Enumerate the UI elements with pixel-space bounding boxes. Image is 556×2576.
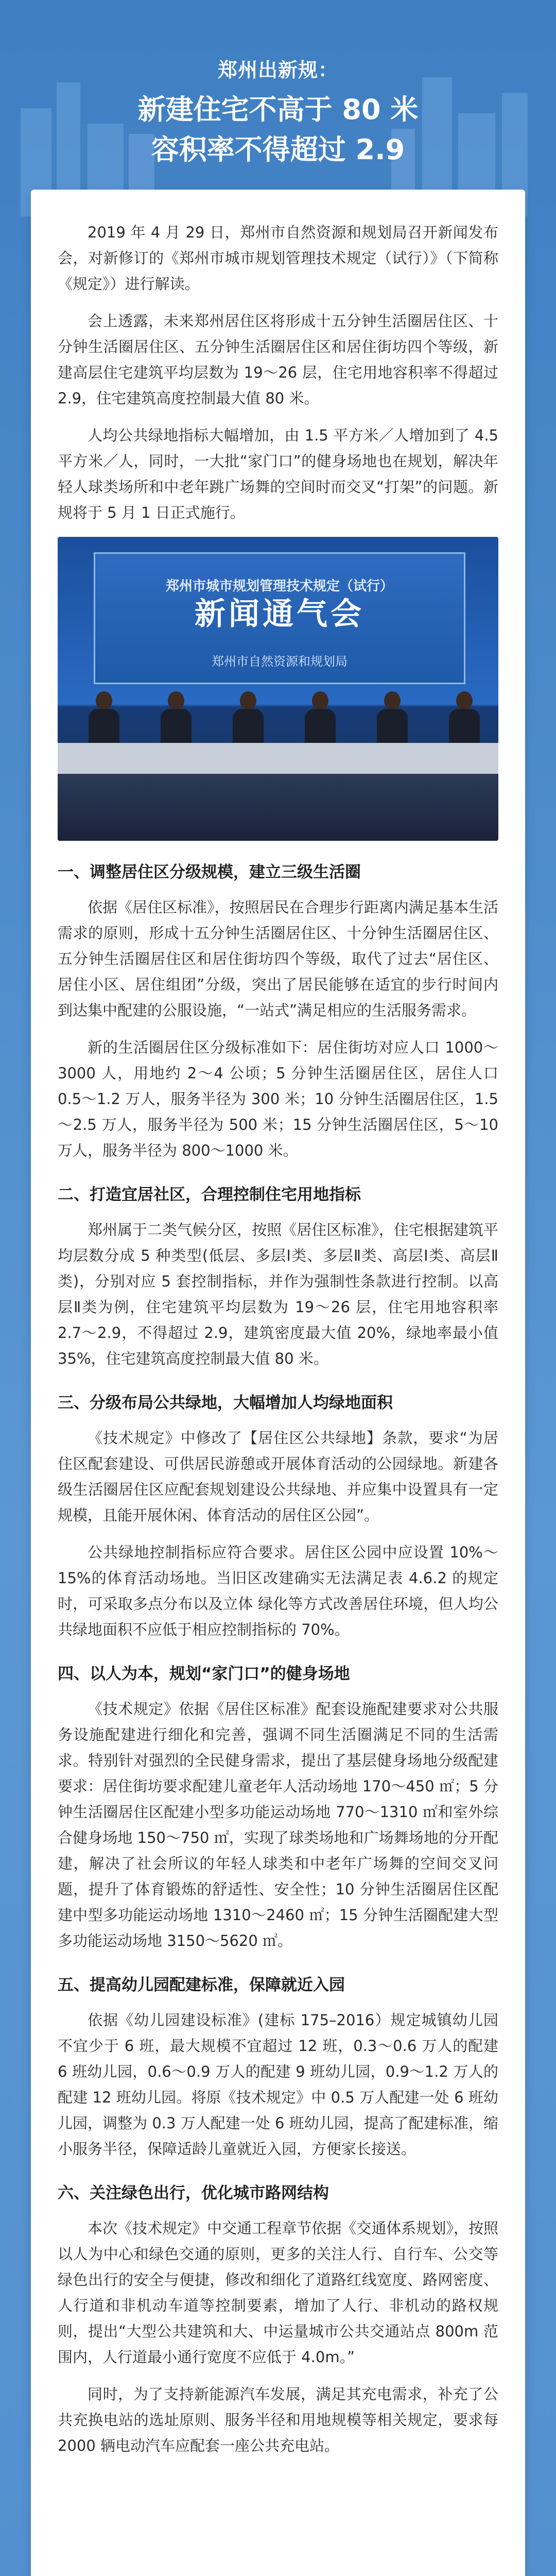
section-5-paragraph-1: 依据《幼儿园建设标准》(建标 175–2016）规定城镇幼儿园不宜少于 6 班，最大规模不宜超过 12 班，0.3～0.6 万人的配建 6 班幼儿园，0.6～0.9 万人的配建 9 班幼儿园，0.9～1.2 万人的配建 12 班幼儿园。将原《技术规定》中 0.5 万人配建一处 6 班幼儿园，调整为 0.3 万人配建一处 6 班幼儿园，提高了配建标准，缩小服务半径，保障适龄儿童就近入园，方便家长接送。	[58, 2011, 498, 2158]
intro-paragraph-3: 人均公共绿地指标大幅增加，由 1.5 平方米／人增加到了 4.5 平方米／人，同时，一大批“家门口”的健身场地也在规划，解决年轻人球类场所和中老年跳广场舞的空间时而交叉“打架”的问题。新规将于 5 月 1 日正式施行。	[58, 427, 498, 521]
header-kicker: 郑州出新规：	[217, 59, 338, 81]
article-content	[31, 190, 525, 2490]
press-conference-photo	[58, 537, 498, 841]
section-3-title: 三、分级布局公共绿地，大幅增加人均绿地面积	[58, 1394, 393, 1412]
speaker-figure	[89, 691, 119, 748]
section-1-paragraph-1: 依据《居住区标准》，按照居民在合理步行距离内满足基本生活需求的原则，形成十五分钟生活圈居住区、十分钟生活圈居住区、五分钟生活圈居住区和居住街坊四个等级，取代了过去“居住区、居住小区、居住组团”分级，突出了居民能够在适宜的步行时间内到达集中配建的公服设施，“一站式”满足相应的生活服务需求。	[58, 899, 498, 1019]
article-card	[31, 190, 525, 2576]
header	[0, 54, 556, 170]
intro-paragraph-2: 会上透露，未来郑州居住区将形成十五分钟生活圈居住区、十分钟生活圈居住区、五分钟生活圈居住区和居住街坊四个等级，新建高层住宅建筑平均层数为 19～26 层，住宅用地容积率不得超过 2.9，住宅建筑高度控制最大值 80 米。	[58, 312, 498, 407]
conference-table	[58, 743, 498, 774]
speaker-figure	[161, 691, 192, 748]
intro-paragraph-1: 2019 年 4 月 29 日，郑州市自然资源和规划局召开新闻发布会，对新修订的《郑州市城市规划管理技术规定（试行）》（下简称《规定》）进行解读。	[58, 224, 498, 293]
section-4-title: 四、以人为本，规划“家门口”的健身场地	[58, 1665, 350, 1683]
header-title-line1: 新建住宅不高于 80 米	[137, 93, 419, 126]
section-4-paragraph-1: 《技术规定》依据《居住区标准》配套设施配建要求对公共服务设施配建进行细化和完善，强调不同生活圈满足不同的生活需求。特别针对强烈的全民健身需求，提出了基层健身场地分级配建要求：居住街坊要求配建儿童老年人活动场地 170～450 ㎡；5 分钟生活圈居住区配建小型多功能运动场地 770～1310 ㎡和室外综合健身场地 150～750 ㎡，实现了球类场地和广场舞场地的分开配建，解决了社会所议的年轻人球类和中老年广场舞的空间交叉问题，提升了体育锻炼的舒适性、安全性；10 分钟生活圈居住区配建中型多功能运动场地 1310～2460 ㎡；15 分钟生活圈配建大型多功能运动场地 3150～5620 ㎡。	[58, 1700, 498, 1950]
speaker-figure	[449, 691, 480, 748]
section-6-paragraph-2: 同时，为了支持新能源汽车发展，满足其充电需求，补充了公共充换电站的选址原则、服务半径和用地规模等相关规定，要求每 2000 辆电动汽车应配套一座公共充电站。	[58, 2385, 498, 2454]
section-5-title: 五、提高幼儿园配建标准，保障就近入园	[58, 1976, 345, 1994]
speakers-row	[78, 691, 478, 748]
section-3-paragraph-2: 公共绿地控制指标应符合要求。居住区公园中应设置 10%～15%的体育活动场地。当旧区改建确实无法满足表 4.6.2 的规定时，可采取多点分布以及立体 绿化等方式改善居住环境，但人均公共绿地面积不应低于相应控制指标的 70%。	[58, 1544, 498, 1638]
speaker-figure	[377, 691, 408, 748]
header-title-line2: 容积率不得超过 2.9	[151, 133, 405, 166]
section-1-title: 一、调整居住区分级规模，建立三级生活圈	[58, 863, 361, 882]
section-6-paragraph-1: 本次《技术规定》中交通工程章节依据《交通体系规划》，按照以人为中心和绿色交通的原则，更多的关注人行、自行车、公交等绿色出行的安全与便捷，修改和细化了道路红线宽度、路网密度、人行道和非机动车道等控制要素，增加了人行、非机动的路权规则，提出“大型公共建筑和大、中运量城市公共交通站点 800m 范围内，人行道最小通行宽度不应低于 4.0m。”	[58, 2219, 498, 2366]
speaker-figure	[233, 691, 264, 748]
audience-area	[58, 774, 498, 841]
section-3-paragraph-1: 《技术规定》中修改了【居住区公共绿地】条款，要求“为居住区配套建设、可供居民游憩或开展体育活动的公园绿地。新建各级生活圈居住区应配套规划建设公共绿地、并应集中设置具有一定规模，且能开展休闲、体育活动的居住区公园”。	[58, 1429, 498, 1524]
section-2-title: 二、打造宜居社区，合理控制住宅用地指标	[58, 1185, 361, 1204]
backdrop-line2: 新闻通气会	[195, 596, 364, 632]
section-2-paragraph-1: 郑州属于二类气候分区，按照《居住区标准》，住宅根据建筑平均层数分成 5 种类型(低层、多层Ⅰ类、多层Ⅱ类、高层Ⅰ类、高层Ⅱ类)，分别对应 5 套控制指标，并作为强制性条款进行控制。以高层Ⅱ类为例，住宅建筑平均层数为 19～26 层，住宅用地容积率 2.7～2.9，不得超过 2.9，建筑密度最大值 20%，绿地率最小值 35%，住宅建筑高度控制最大值 80 米。	[58, 1221, 498, 1367]
section-6-title: 六、关注绿色出行，优化城市路网结构	[58, 2184, 329, 2202]
conference-backdrop	[94, 552, 465, 684]
backdrop-line1: 郑州市城市规划管理技术规定（试行）	[165, 579, 393, 594]
speaker-figure	[305, 691, 336, 748]
backdrop-line3: 郑州市自然资源和规划局	[212, 654, 348, 669]
section-1-paragraph-2: 新的生活圈居住区分级标准如下：居住街坊对应人口 1000～3000 人，用地约 2～4 公顷；5 分钟生活圈居住区，居住人口 0.5～1.2 万人，服务半径为 300 米；10 分钟生活圈居住区，1.5～2.5 万人，服务半径为 500 米；15 分钟生活圈居住区，5～10 万人，服务半径为 800～1000 米。	[58, 1039, 498, 1159]
